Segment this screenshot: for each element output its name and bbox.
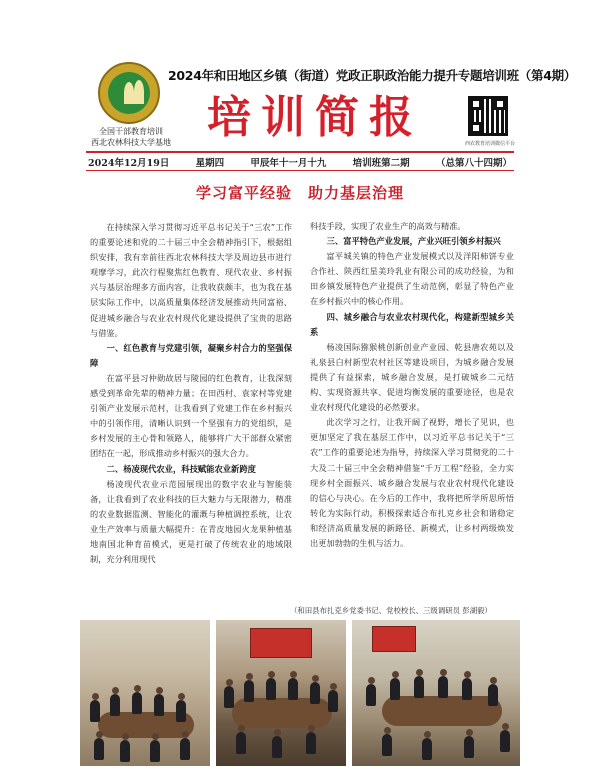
article-column-right <box>310 219 514 551</box>
section-heading: 三、富平特色产业发展，产业兴旺引领乡村振兴 <box>326 236 501 247</box>
paragraph: 科技手段，实现了农业生产的高效与精准。 <box>310 221 466 231</box>
organization-name <box>86 126 176 148</box>
meeting-photo-2 <box>216 620 346 766</box>
dateline <box>86 153 514 169</box>
total-issue-number: （总第八十四期） <box>435 158 512 169</box>
meeting-photo-3 <box>352 620 520 766</box>
program-banner: 2024年和田地区乡镇（街道）党政正职政治能力提升专题培训班（第4期） <box>168 68 576 83</box>
qr-code-icon <box>468 96 508 136</box>
wheat-emblem-icon <box>108 72 150 114</box>
article-column-left <box>90 220 292 567</box>
issue-number: 培训班第二期 <box>352 158 410 169</box>
paragraph: 此次学习之行，让我开阔了视野，增长了见识，也更加坚定了我在基层工作中，以习近平总书记关于“三农”工作的重要论述为指导，持续深入学习贯彻党的二十大及二十届三中全会精神借鉴“千万工程”经验，全力实现乡村全面振兴、城乡融合发展与农业农村现代化建设的信心与决心。在今后的工作中，我将把所学所思所悟转化为实际行动，积极探索适合布扎克乡社会和谐稳定和经济高质量发展的新路径、新模式，让乡村两级焕发出更加勃勃的生机与活力。 <box>310 417 514 548</box>
university-logo <box>98 62 160 124</box>
paragraph: 在富平县习仲勋故居与陵园的红色教育，让我深刻感受到革命先辈的精神力量；在田西村、袁家村等党建引领产业发展示范村，让我看到了党建工作在乡村振兴中的引领作用，清晰认识到一个坚强有力的党组织，是乡村发展的主心骨和领路人，能够将广大干部群众紧密团结在一起，形成推动乡村振兴的强大合力。 <box>90 372 292 459</box>
paragraph: 在持续深入学习贯彻习近平总书记关于“三农”工作的重要论述和党的二十届三中全会精神指引下，根据组织安排，我有幸前往西北农林科技大学及周边县市进行观摩学习，此次行程聚焦红色教育、现代农业、乡村振兴与基层治理多方面内容，让我收获颇丰，也为我在基层实际工作中，以高质量集体经济发展推动共同富裕、促进城乡融合与农业农村现代化建设提供了宝贵的思路与借鉴。 <box>90 222 292 338</box>
masthead-title: 培训简报 <box>207 92 423 143</box>
issue-date: 2024年12月19日 <box>88 158 170 169</box>
lunar-date: 甲辰年十一月十九 <box>250 158 327 169</box>
qr-caption: 西农教育培训微信平台 <box>464 141 515 147</box>
section-heading: 四、城乡融合与农业农村现代化，构建新型城乡关系 <box>310 311 514 337</box>
org-line-1: 全国干部教育培训 <box>99 127 163 136</box>
paragraph: 富平城关镇的特色产业发展模式以及洋阳柿饼专业合作社、陕西红星美玲乳业有限公司的成功经验，为和田乡镇发展特色产业提供了生动范例，彰显了特色产业在乡村振兴中的核心作用。 <box>310 251 514 307</box>
meeting-photo-1 <box>80 620 210 766</box>
article-headline: 学习富平经验 助力基层治理 <box>195 184 404 202</box>
weekday: 星期四 <box>195 158 225 169</box>
bottom-rule <box>86 170 514 171</box>
org-line-2: 西北农林科技大学基地 <box>91 138 171 147</box>
paragraph: 杨凌现代农业示范园展现出的数字农业与智能装备，让我看到了农业科技的巨大魅力与无限潜力，精准的农业数据监测、智能化的灌溉与种植调控系统，让农业生产效率与质量大幅提升：在青皮地园火龙果种植基地南国北种育苗模式，更是打破了传统农业的地域限制，充分利用现代 <box>90 478 292 565</box>
section-heading: 二、杨凌现代农业，科技赋能农业新跨度 <box>106 463 256 474</box>
paragraph: 杨凌国际猕猴桃创新创业产业园、乾县唐农苑以及礼泉县白村新型农村社区等建设项目，为城乡融合发展提供了有益探索，城乡融合发展，是打破城乡二元结构、实现资源共享、促进均衡发展的重要途径，也是农业农村现代化建设的必然要求。 <box>310 341 514 413</box>
author-credit: （和田县布扎克乡党委书记、党校校长、三级调研员 彭湖毅） <box>290 606 492 615</box>
section-heading: 一、红色教育与党建引领，凝聚乡村合力的坚强保障 <box>90 342 292 368</box>
